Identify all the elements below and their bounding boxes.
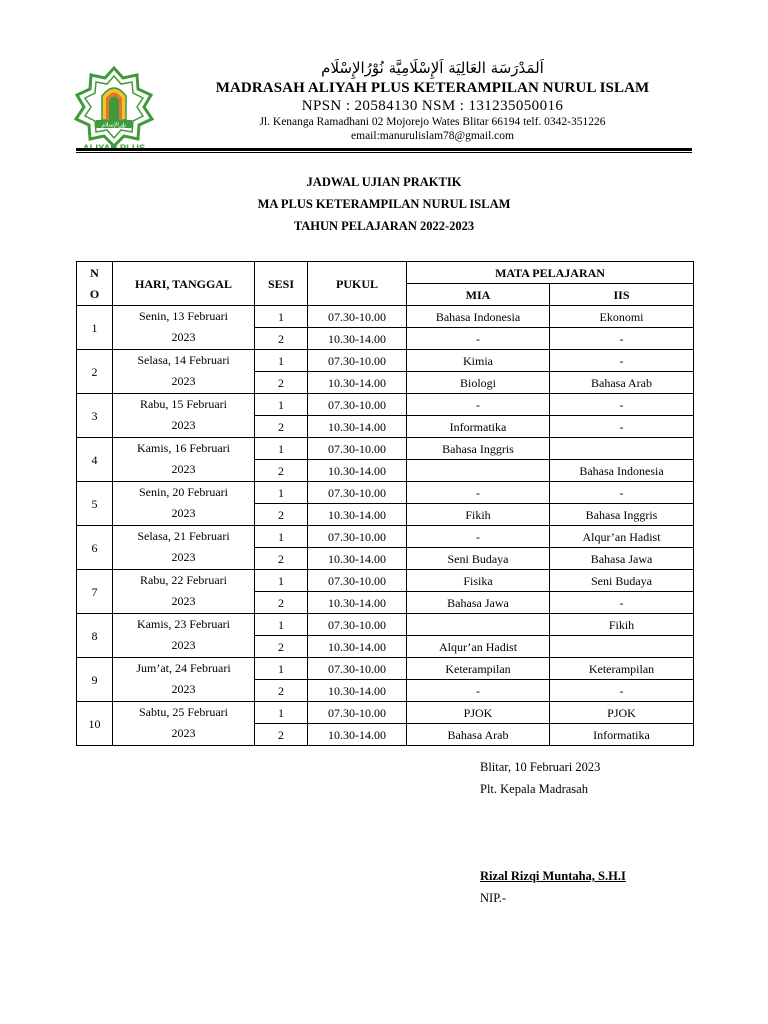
session-number: 2 <box>255 724 308 746</box>
exam-schedule-table <box>76 261 694 746</box>
row-date <box>113 350 255 394</box>
subject-mia: Seni Budaya <box>407 548 550 570</box>
table-row <box>77 526 694 548</box>
document-title <box>76 174 692 240</box>
session-number: 2 <box>255 372 308 394</box>
subject-iis: - <box>550 394 694 416</box>
date-line: Kamis, 16 Februari <box>137 441 230 455</box>
school-logo <box>66 66 162 152</box>
date-line: Jum’at, 24 Februari <box>136 661 231 675</box>
session-time: 07.30-10.00 <box>308 482 407 504</box>
date-line: 2023 <box>171 594 196 608</box>
subject-iis <box>550 438 694 460</box>
date-line: 2023 <box>171 726 196 740</box>
session-number: 2 <box>255 504 308 526</box>
row-date <box>113 570 255 614</box>
subject-mia: Informatika <box>407 416 550 438</box>
header-iis: IIS <box>550 284 694 306</box>
session-time: 07.30-10.00 <box>308 702 407 724</box>
row-number: 6 <box>77 526 113 570</box>
npsn-nsm: NPSN : 20584130 NSM : 131235050016 <box>301 98 564 114</box>
session-time: 10.30-14.00 <box>308 372 407 394</box>
date-line: Senin, 20 Februari <box>139 485 228 499</box>
date-line: Rabu, 15 Februari <box>140 397 227 411</box>
table-row <box>77 482 694 504</box>
row-date <box>113 526 255 570</box>
session-number: 1 <box>255 526 308 548</box>
school-address: Jl. Kenanga Ramadhani 02 Mojorejo Wates Blitar 66194 telf. 0342-351226 <box>259 116 606 128</box>
row-date <box>113 306 255 350</box>
subject-iis: - <box>550 416 694 438</box>
subject-mia: Bahasa Inggris <box>407 438 550 460</box>
session-time: 10.30-14.00 <box>308 460 407 482</box>
session-number: 2 <box>255 328 308 350</box>
row-date <box>113 438 255 482</box>
row-number: 9 <box>77 658 113 702</box>
date-line: Senin, 13 Februari <box>139 309 228 323</box>
session-number: 1 <box>255 306 308 328</box>
subject-iis: Keterampilan <box>550 658 694 680</box>
subject-mia: Kimia <box>407 350 550 372</box>
session-time: 10.30-14.00 <box>308 724 407 746</box>
subject-mia: Bahasa Jawa <box>407 592 550 614</box>
subject-iis: Informatika <box>550 724 694 746</box>
date-line: 2023 <box>171 418 196 432</box>
subject-mia: Fisika <box>407 570 550 592</box>
subject-mia: - <box>407 394 550 416</box>
subject-iis: Bahasa Jawa <box>550 548 694 570</box>
table-row <box>77 306 694 328</box>
row-date <box>113 702 255 746</box>
subject-mia: Alqur’an Hadist <box>407 636 550 658</box>
session-number: 1 <box>255 614 308 636</box>
session-time: 07.30-10.00 <box>308 526 407 548</box>
session-number: 2 <box>255 416 308 438</box>
signature-position: Plt. Kepala Madrasah <box>480 782 588 796</box>
table-row <box>77 350 694 372</box>
subject-iis: - <box>550 482 694 504</box>
date-line: 2023 <box>171 462 196 476</box>
subject-iis: Alqur’an Hadist <box>550 526 694 548</box>
subject-mia: Bahasa Indonesia <box>407 306 550 328</box>
header-hari-tanggal: HARI, TANGGAL <box>113 262 255 306</box>
header-mata-pelajaran: MATA PELAJARAN <box>407 262 694 284</box>
session-number: 1 <box>255 394 308 416</box>
subject-mia: Keterampilan <box>407 658 550 680</box>
date-line: 2023 <box>171 550 196 564</box>
session-time: 07.30-10.00 <box>308 350 407 372</box>
row-number: 5 <box>77 482 113 526</box>
date-line: Selasa, 14 Februari <box>137 353 230 367</box>
session-time: 07.30-10.00 <box>308 614 407 636</box>
table-row <box>77 438 694 460</box>
subject-mia <box>407 460 550 482</box>
subject-mia: - <box>407 482 550 504</box>
row-date <box>113 658 255 702</box>
session-number: 1 <box>255 702 308 724</box>
session-number: 1 <box>255 570 308 592</box>
table-row <box>77 614 694 636</box>
table-row <box>77 394 694 416</box>
session-number: 2 <box>255 636 308 658</box>
row-number: 8 <box>77 614 113 658</box>
table-row <box>77 658 694 680</box>
subject-iis: - <box>550 350 694 372</box>
session-number: 1 <box>255 438 308 460</box>
session-number: 2 <box>255 592 308 614</box>
subject-iis: Fikih <box>550 614 694 636</box>
subject-mia: - <box>407 526 550 548</box>
title-line-3: TAHUN PELAJARAN 2022-2023 <box>293 219 475 233</box>
row-number: 7 <box>77 570 113 614</box>
subject-iis: - <box>550 328 694 350</box>
date-line: Sabtu, 25 Februari <box>139 705 228 719</box>
session-number: 2 <box>255 548 308 570</box>
school-name: MADRASAH ALIYAH PLUS KETERAMPILAN NURUL ISLAM <box>215 80 650 96</box>
row-number: 10 <box>77 702 113 746</box>
date-line: Kamis, 23 Februari <box>137 617 230 631</box>
subject-iis <box>550 636 694 658</box>
session-time: 10.30-14.00 <box>308 504 407 526</box>
subject-iis: Bahasa Arab <box>550 372 694 394</box>
session-time: 10.30-14.00 <box>308 592 407 614</box>
title-line-1: JADWAL UJIAN PRAKTIK <box>306 175 462 189</box>
subject-iis: Ekonomi <box>550 306 694 328</box>
letterhead <box>160 58 705 143</box>
session-time: 10.30-14.00 <box>308 680 407 702</box>
subject-mia: - <box>407 680 550 702</box>
session-time: 07.30-10.00 <box>308 438 407 460</box>
session-number: 2 <box>255 460 308 482</box>
date-line: 2023 <box>171 506 196 520</box>
session-time: 10.30-14.00 <box>308 636 407 658</box>
subject-iis: - <box>550 680 694 702</box>
subject-mia: Biologi <box>407 372 550 394</box>
row-number: 4 <box>77 438 113 482</box>
session-time: 07.30-10.00 <box>308 570 407 592</box>
session-time: 10.30-14.00 <box>308 416 407 438</box>
schedule-body <box>77 306 694 746</box>
subject-mia: Bahasa Arab <box>407 724 550 746</box>
header-mia: MIA <box>407 284 550 306</box>
subject-mia: PJOK <box>407 702 550 724</box>
session-time: 07.30-10.00 <box>308 394 407 416</box>
date-line: Selasa, 21 Februari <box>137 529 230 543</box>
subject-iis: Bahasa Indonesia <box>550 460 694 482</box>
subject-iis: - <box>550 592 694 614</box>
session-number: 1 <box>255 658 308 680</box>
session-number: 1 <box>255 350 308 372</box>
title-line-2: MA PLUS KETERAMPILAN NURUL ISLAM <box>257 197 511 211</box>
row-date <box>113 394 255 438</box>
subject-iis: Seni Budaya <box>550 570 694 592</box>
session-time: 07.30-10.00 <box>308 658 407 680</box>
date-line: 2023 <box>171 330 196 344</box>
subject-iis: Bahasa Inggris <box>550 504 694 526</box>
signatory-nip: NIP.- <box>480 891 507 905</box>
header-pukul: PUKUL <box>308 262 407 306</box>
subject-mia: - <box>407 328 550 350</box>
table-row <box>77 702 694 724</box>
row-date <box>113 482 255 526</box>
row-number: 3 <box>77 394 113 438</box>
subject-mia: Fikih <box>407 504 550 526</box>
signature-place-date: Blitar, 10 Februari 2023 <box>480 760 601 774</box>
date-line: 2023 <box>171 682 196 696</box>
row-number: 1 <box>77 306 113 350</box>
letterhead-rule-thick <box>76 148 692 151</box>
school-email: email:manurulislam78@gmail.com <box>351 130 514 142</box>
date-line: 2023 <box>171 638 196 652</box>
session-number: 1 <box>255 482 308 504</box>
table-row <box>77 570 694 592</box>
subject-mia <box>407 614 550 636</box>
header-no: N O <box>77 262 113 306</box>
subject-iis: PJOK <box>550 702 694 724</box>
logo-arabic-text: نوُرالإسلام <box>101 121 127 129</box>
session-number: 2 <box>255 680 308 702</box>
date-line: 2023 <box>171 374 196 388</box>
row-date <box>113 614 255 658</box>
arabic-school-name: اَلمَدْرَسَة العَالِيَة اَلإِسْلَامِيَّة نُوْرُالإِسْلَام <box>321 59 544 77</box>
letterhead-rule-thin <box>76 152 692 153</box>
session-time: 07.30-10.00 <box>308 306 407 328</box>
header-sesi: SESI <box>255 262 308 306</box>
session-time: 10.30-14.00 <box>308 548 407 570</box>
date-line: Rabu, 22 Februari <box>140 573 227 587</box>
row-number: 2 <box>77 350 113 394</box>
signatory-name: Rizal Rizqi Muntaha, S.H.I <box>480 869 626 883</box>
session-time: 10.30-14.00 <box>308 328 407 350</box>
